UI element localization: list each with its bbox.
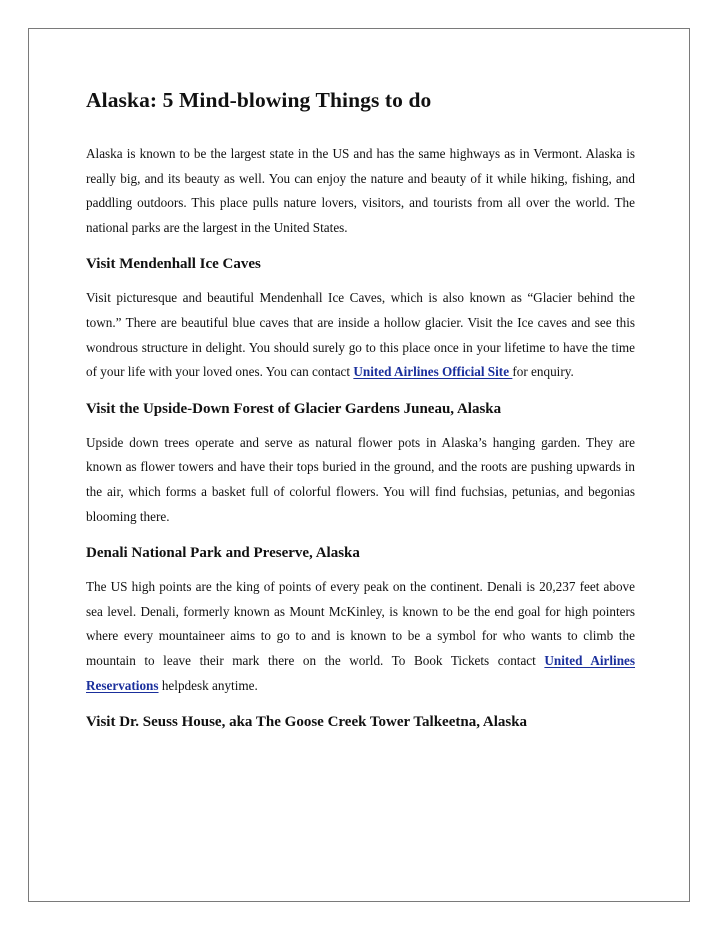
- section-heading-dr-seuss-house: Visit Dr. Seuss House, aka The Goose Creek Tower Talkeetna, Alaska: [86, 714, 528, 731]
- article-title: Alaska: 5 Mind-blowing Things to do: [86, 88, 432, 112]
- intro-paragraph: Alaska is known to be the largest state in the US and has the same highways as in Vermont. Alaska is really big, and its beauty as well. You can enjoy the nature and beauty of it while hiking, fishing, and paddling outdoors. This place pulls nature lovers, visitors, and tourists from all over the world. The national parks are the largest in the United States.: [86, 146, 635, 235]
- paragraph-text: Visit picturesque and beautiful Mendenhall Ice Caves, which is also known as “Glacier behind the town.” There are beautiful blue caves that are inside a hollow glacier. Visit the Ice caves and see this wondrous structure in delight. You should surely go to this place once in your lifetime to have the time of your life with your loved ones. You can contact: [86, 290, 635, 380]
- section-heading-glacier-gardens: Visit the Upside-Down Forest of Glacier Gardens Juneau, Alaska: [86, 400, 502, 417]
- section-paragraph-glacier-gardens: Upside down trees operate and serve as natural flower pots in Alaska’s hanging garden. They are known as flower towers and have their tops buried in the ground, and the roots are pushing upwards in the air, which forms a basket full of colorful flowers. You will find fuchsias, petunias, and begonias blooming there.: [86, 434, 635, 524]
- section-heading-mendenhall: Visit Mendenhall Ice Caves: [86, 256, 261, 273]
- paragraph-text: helpdesk anytime.: [158, 677, 258, 693]
- united-airlines-reservations-link[interactable]: United Airlines Reservations: [86, 652, 636, 693]
- paragraph-text: for enquiry.: [512, 364, 574, 380]
- section-heading-denali: Denali National Park and Preserve, Alaska: [86, 545, 360, 562]
- document-page: [28, 28, 690, 902]
- paragraph-text: The US high points are the king of points of every peak on the continent. Denali is 20,237 feet above sea level. Denali, formerly known as Mount McKinley, is known to be the end goal for high pointers where every mountaineer aims to go to and is known to be a symbol for who wants to climb the mountain to leave their mark there on the world. To Book Tickets contact: [86, 579, 635, 668]
- united-airlines-official-site-link[interactable]: United Airlines Official Site: [353, 364, 513, 380]
- article-content: [86, 85, 635, 744]
- section-paragraph-denali: [86, 575, 635, 698]
- section-paragraph-mendenhall: [86, 286, 635, 384]
